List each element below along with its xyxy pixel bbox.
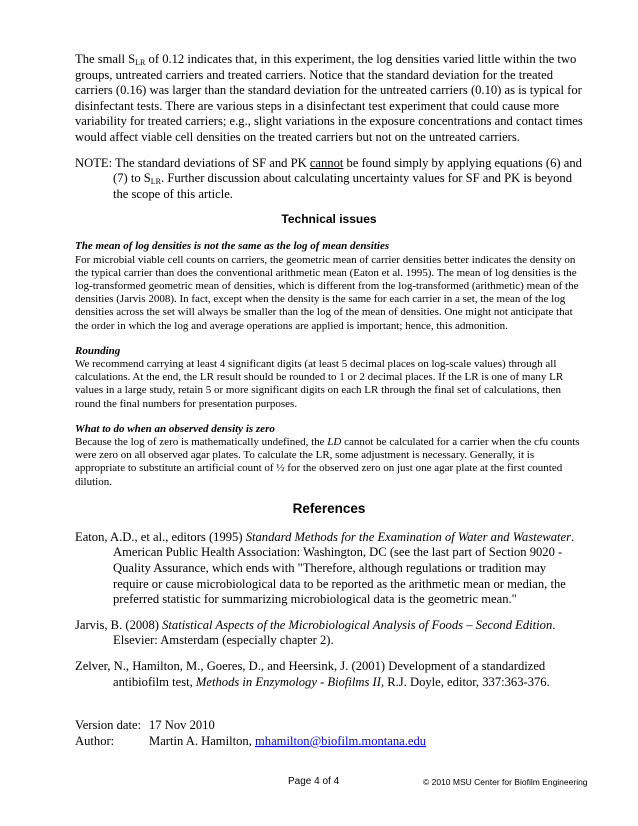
text: Because the log of zero is mathematically undefined, the: [75, 435, 328, 448]
note-paragraph: [75, 156, 583, 203]
author-email-link[interactable]: mhamilton@biofilm.montana.edu: [255, 733, 427, 748]
section-title-log-densities: The mean of log densities is not the same as the log of mean densities: [75, 240, 390, 253]
text: Jarvis, B. (2008): [75, 617, 163, 632]
text: cannot be calculated for a carrier when the cfu counts were zero on all observed agar plates. To calculate the LR, some adjustment is necessary. Generally, it is appropriate to substitute an artificial count of ½ for the observed zero on just one agar plate at the first counted dilution.: [75, 435, 580, 488]
text: Eaton, A.D., et al., editors (1995): [75, 529, 246, 544]
italic-text: Standard Methods for the Examination of Water and Wastewater: [245, 529, 572, 544]
reference-item: [75, 618, 583, 649]
copyright-text: © 2010 MSU Center for Biofilm Engineering: [423, 777, 588, 787]
text: . American Public Health Association: Washington, DC (see the last part of Section 9020 - Quality Assurance, which ends with "Therefore, although regulations or tradition may require or cause microbiological data to be reported as the arithmetic mean or median, the preferred statistic for summarizing microbiological data is the geometric mean.": [113, 529, 575, 607]
text: of 0.12 indicates that, in this experiment, the log densities varied little within the two groups, untreated carriers and treated carriers. Notice that the standard deviation for the treated carriers (0.16) was larger than the standard deviation for the untreated carriers (0.10) as is typical for disinfectant tests. There are various steps in a disinfectant test experiment that could cause more variability for treated carriers; e.g., slight variations in the exposure concentrations and contact times would affect viable cell densities on the treated carriers but not on the untreated carriers.: [75, 52, 583, 144]
section-title-zero-density: What to do when an observed density is zero: [75, 422, 275, 435]
section-body-log-densities: For microbial viable cell counts on carriers, the geometric mean of carrier densities better indicates the density on the typical carrier than does the conventional arithmetic mean (Eaton et al. 1995). The mean of log densities is the log-transformed geometric mean of densities, which is different from the log-transformed (arithmetic) mean of the densities (Jarvis 2008). In fact, except when the density is the same for each carrier in a set, the mean of the log densities across the set will always be smaller than the log of the mean of densities. One might not anticipate that the order in which the log and average operations are applied is important; hence, this admonition.: [75, 253, 579, 332]
text: be found simply by applying equations (6) and (7) to S: [113, 155, 582, 186]
subscript: LR: [150, 177, 162, 187]
text: Zelver, N., Hamilton, M., Goeres, D., and Heersink, J. (2001) Development of a standardized antibiofilm test,: [75, 658, 546, 689]
version-label: Version date:: [75, 718, 142, 733]
section-body-zero-density: [75, 436, 583, 489]
italic-text: LD: [327, 435, 342, 448]
references-heading: References: [292, 500, 366, 516]
technical-issues-heading: Technical issues: [281, 212, 377, 227]
author-line: [75, 734, 583, 750]
italic-text: Methods in Enzymology - Biofilms II: [195, 674, 381, 689]
text: . Elsevier: Amsterdam (especially chapter 2).: [113, 617, 556, 648]
page-number: Page 4 of 4: [288, 776, 340, 787]
author-name: Martin A. Hamilton,: [149, 733, 255, 748]
underlined-text: cannot: [309, 155, 344, 170]
subscript: LR: [135, 58, 146, 67]
reference-item: [75, 530, 583, 608]
version-value: 17 Nov 2010: [149, 718, 215, 733]
spacer: [75, 700, 583, 718]
italic-text: Statistical Aspects of the Microbiological Analysis of Foods – Second Edition: [162, 617, 553, 632]
text: . Further discussion about calculating uncertainty values for SF and PK is beyond the scope of this article.: [113, 171, 572, 201]
author-label: Author:: [75, 733, 115, 748]
text: The small S: [75, 52, 136, 66]
text: , R.J. Doyle, editor, 337:363-376.: [380, 674, 550, 689]
reference-item: [75, 659, 583, 690]
section-body-rounding: We recommend carrying at least 4 significant digits (at least 5 decimal places on log-scale values) through all calculations. At the end, the LR result should be rounded to 1 or 2 decimal places. If the LR is one of many LR values in a large study, retain 5 or more significant digits on each LR through the final set of calculations, then round the final numbers for presentation purposes.: [75, 357, 564, 410]
version-line: [75, 718, 583, 734]
text: NOTE: The standard deviations of SF and PK: [75, 155, 310, 170]
section-title-rounding: Rounding: [75, 344, 121, 357]
paragraph-slr-discussion: [75, 52, 583, 146]
